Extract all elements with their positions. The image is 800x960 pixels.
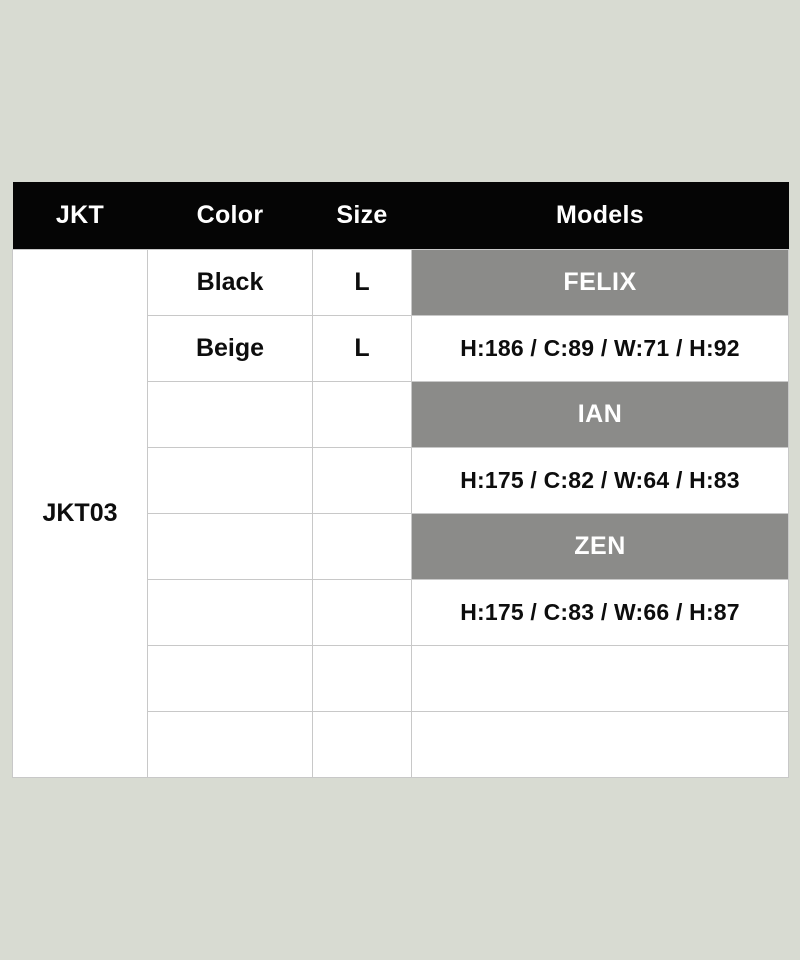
- color-cell: [148, 712, 313, 778]
- size-cell: L: [313, 316, 412, 382]
- header-cell-size: Size: [313, 182, 412, 250]
- models-cell-empty: [412, 712, 789, 778]
- color-cell: Black: [148, 250, 313, 316]
- model-name-cell: IAN: [412, 382, 789, 448]
- size-cell: [313, 514, 412, 580]
- size-cell: [313, 712, 412, 778]
- models-cell-empty: [412, 646, 789, 712]
- color-cell: [148, 646, 313, 712]
- size-cell: [313, 382, 412, 448]
- size-cell: [313, 646, 412, 712]
- model-name-cell: FELIX: [412, 250, 789, 316]
- size-cell: [313, 580, 412, 646]
- header-cell-jkt: JKT: [13, 182, 148, 250]
- header-cell-color: Color: [148, 182, 313, 250]
- size-chart-table: [12, 182, 789, 778]
- measurements-cell: H:175 / C:83 / W:66 / H:87: [412, 580, 789, 646]
- color-cell: [148, 580, 313, 646]
- measurements-cell: H:186 / C:89 / W:71 / H:92: [412, 316, 789, 382]
- size-cell: [313, 448, 412, 514]
- header-row: [13, 182, 789, 250]
- measurements-cell: H:175 / C:82 / W:64 / H:83: [412, 448, 789, 514]
- product-code-cell: JKT03: [13, 250, 148, 778]
- size-cell: L: [313, 250, 412, 316]
- color-cell: [148, 448, 313, 514]
- color-cell: [148, 514, 313, 580]
- color-cell: [148, 382, 313, 448]
- model-name-cell: ZEN: [412, 514, 789, 580]
- color-cell: Beige: [148, 316, 313, 382]
- header-cell-models: Models: [412, 182, 789, 250]
- table-row: [13, 250, 789, 316]
